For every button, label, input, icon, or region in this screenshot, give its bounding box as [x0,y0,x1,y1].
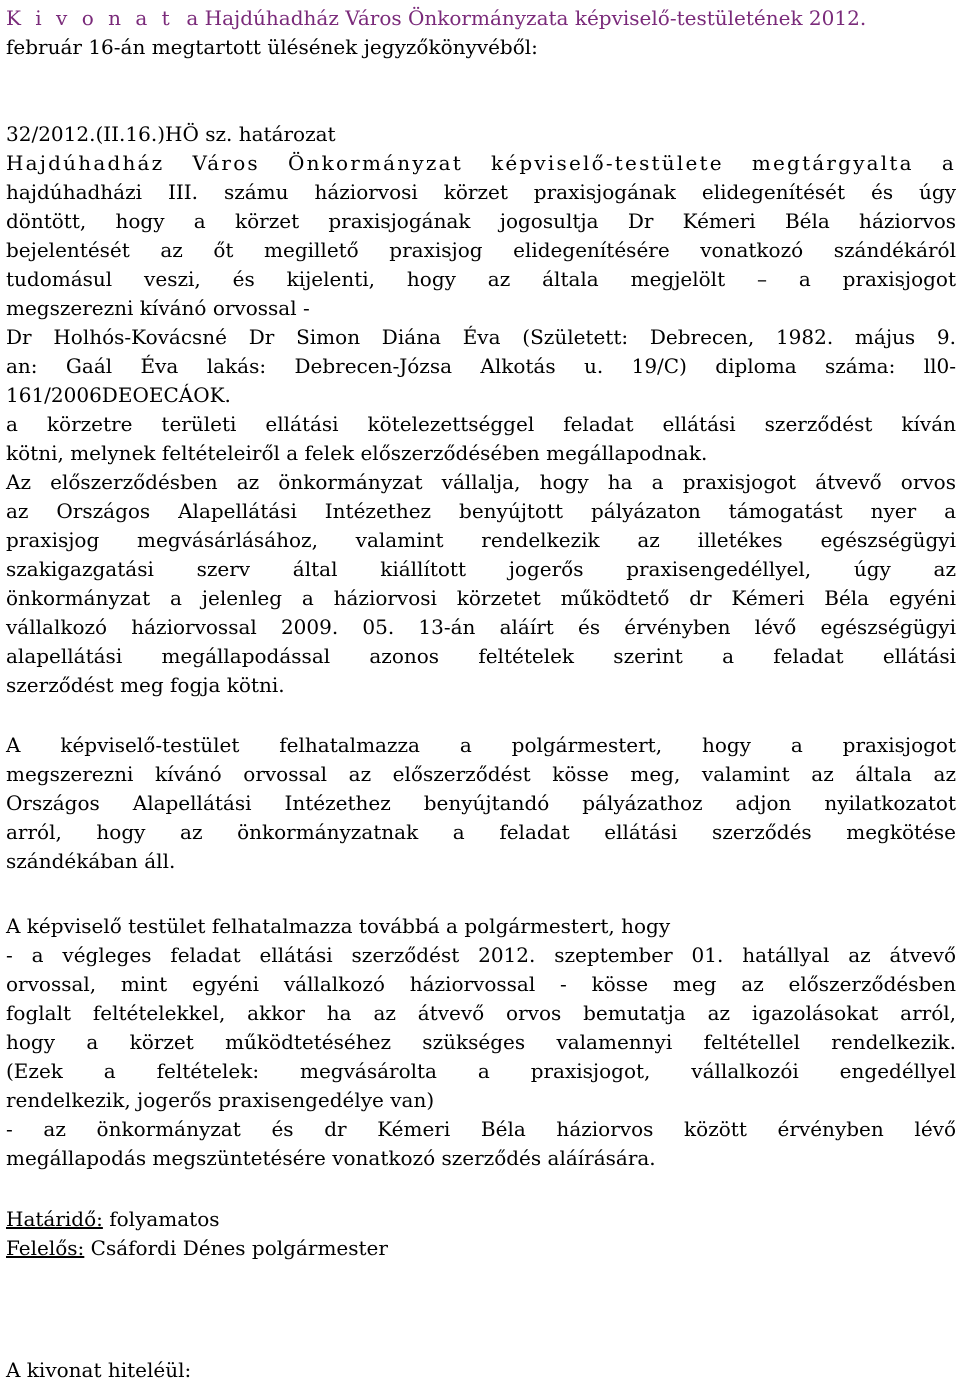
body-line: tudomásul veszi, és kijelenti, hogy az általa megjelölt – a praxisjogot [6,267,956,291]
body-line: Az előszerződésben az önkormányzat vállalja, hogy ha a praxisjogot átvevő orvos [6,470,956,494]
para2-line: A képviselő-testület felhatalmazza a polgármestert, hogy a praxisjogot [6,733,956,757]
para2-line: szándékában áll. [6,849,176,873]
body-line: önkormányzat a jelenleg a háziorvosi körzetet működtető dr Kémeri Béla egyéni [6,586,956,610]
body-line: a körzetre területi ellátási kötelezettséggel feladat ellátási szerződést kíván [6,412,956,436]
para3-line: orvossal, mint egyéni vállalkozó háziorvossal - kösse meg az előszerződésben [6,972,956,996]
para3-line: hogy a körzet működtetéséhez szükséges valamennyi feltétellel rendelkezik. [6,1030,956,1054]
body-line: Dr Holhós-Kovácsné Dr Simon Diána Éva (Született: Debrecen, 1982. május 9. [6,325,956,349]
header-line-1 [6,4,956,33]
para2-line: arról, hogy az önkormányzatnak a feladat ellátási szerződés megkötése [6,820,956,844]
body-line: bejelentését az őt megillető praxisjog elidegenítésére vonatkozó szándékáról [6,238,956,262]
body-line: alapellátási megállapodással azonos feltételek szerint a feladat ellátási [6,644,956,668]
body-line: vállalkozó háziorvossal 2009. 05. 13-án aláírt és érvényben lévő egészségügyi [6,615,956,639]
header-line-2: február 16-án megtartott ülésének jegyzőkönyvéből: [6,35,538,59]
responsible-label: Felelős: [6,1236,85,1260]
para3-line: foglalt feltételekkel, akkor ha az átvevő orvos bemutatja az igazolásokat arról, [6,1001,956,1025]
body-line: szerződést meg fogja kötni. [6,673,285,697]
body-line: kötni, melynek feltételeiről a felek előszerződésében megállapodnak. [6,441,708,465]
certification-line: A kivonat hiteléül: [6,1358,192,1382]
body-line: az Országos Alapellátási Intézethez benyújtott pályázaton támogatást nyer a [6,499,956,523]
para3-line: - a végleges feladat ellátási szerződést 2012. szeptember 01. hatállyal az átvevő [6,943,956,967]
deadline-label: Határidő: [6,1207,103,1231]
para3-line: - az önkormányzat és dr Kémeri Béla háziorvos között érvényben lévő [6,1117,956,1141]
body-line: an: Gaál Éva lakás: Debrecen-Józsa Alkotás u. 19/C) diploma száma: ll0- [6,354,956,378]
responsible-value: Csáfordi Dénes polgármester [84,1236,388,1260]
body-line: 161/2006DEOECÁOK. [6,383,231,407]
responsible-line [6,1234,956,1263]
document-type-label: K i v o n a t [6,6,174,30]
body-line: döntött, hogy a körzet praxisjogának jogosultja Dr Kémeri Béla háziorvos [6,209,956,233]
resolution-number: 32/2012.(II.16.)HÖ sz. határozat [6,122,336,146]
para2-line: Országos Alapellátási Intézethez benyújtandó pályázathoz adjon nyilatkozatot [6,791,956,815]
body-line: praxisjog megvásárlásához, valamint rendelkezik az illetékes egészségügyi [6,528,956,552]
deadline-value: folyamatos [102,1207,220,1231]
header-line-1-rest: a Hajdúhadház Város Önkormányzata képviselő-testületének 2012. [186,6,867,30]
body-line: szakigazgatási szerv által kiállított jogerős praxisengedéllyel, úgy az [6,557,956,581]
deadline-line [6,1205,956,1234]
body-line: Hajdúhadház Város Önkormányzat képviselő-testülete megtárgyalta a [6,151,956,175]
para3-line: (Ezek a feltételek: megvásárolta a praxisjogot, vállalkozói engedéllyel [6,1059,956,1083]
body-line: hajdúhadházi III. számu háziorvosi körzet praxisjogának elidegenítését és úgy [6,180,956,204]
para3-line: A képviselő testület felhatalmazza továbbá a polgármestert, hogy [6,914,671,938]
body-line: megszerezni kívánó orvossal - [6,296,310,320]
para2-line: megszerezni kívánó orvossal az előszerződést kösse meg, valamint az általa az [6,762,956,786]
para3-line: rendelkezik, jogerős praxisengedélye van) [6,1088,435,1112]
para3-line: megállapodás megszüntetésére vonatkozó szerződés aláírására. [6,1146,656,1170]
